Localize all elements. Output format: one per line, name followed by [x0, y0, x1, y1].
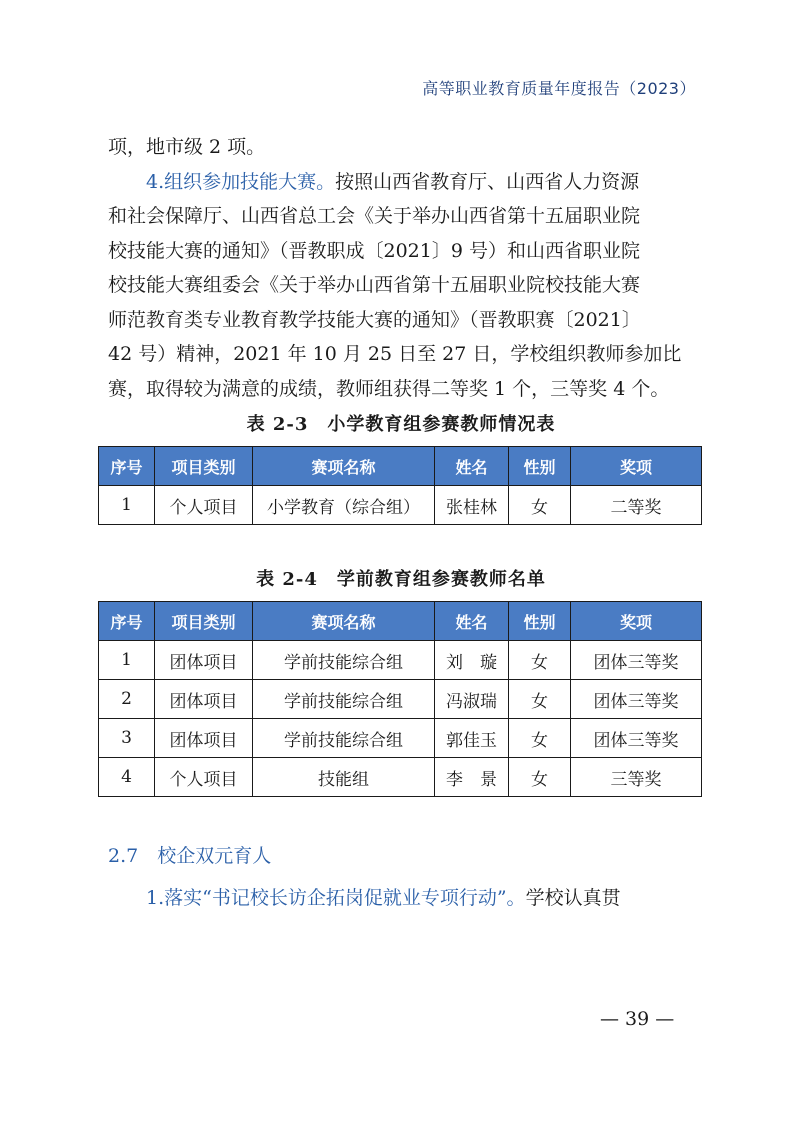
header-cell: 姓名 [435, 602, 509, 641]
table-row [99, 486, 702, 525]
header-cell: 序号 [99, 447, 155, 486]
cell: 团体三等奖 [571, 641, 702, 680]
header-cell: 项目类别 [155, 602, 253, 641]
paragraph-skills-line-6: 42 号）精神，2021 年 10 月 25 日至 27 日，学校组织教师参加比 [108, 343, 682, 365]
paragraph-skills-line-4: 校技能大赛组委会《关于举办山西省第十五届职业院校技能大赛 [108, 274, 641, 296]
cell: 女 [509, 758, 571, 797]
header-cell: 序号 [99, 602, 155, 641]
cell: 3 [99, 719, 155, 758]
cell: 团体项目 [155, 719, 253, 758]
table-primary-education [98, 446, 702, 525]
paragraph-school-enterprise: 1.落实“书记校长访企拓岗促就业专项行动”。学校认真贯 [146, 887, 621, 909]
section-title: 2.7 校企双元育人 [108, 845, 272, 867]
cell: 刘 璇 [435, 641, 509, 680]
cell: 团体项目 [155, 641, 253, 680]
cell: 技能组 [253, 758, 435, 797]
cell: 二等奖 [571, 486, 702, 525]
header-cell: 性别 [509, 447, 571, 486]
paragraph-skills-line-7: 赛，取得较为满意的成绩，教师组获得二等奖 1 个，三等奖 4 个。 [108, 377, 670, 400]
header-cell: 性别 [509, 602, 571, 641]
header-cell: 赛项名称 [253, 602, 435, 641]
paragraph-heading: 4.组织参加技能大赛。 [146, 170, 336, 193]
paragraph-heading: 1.落实“书记校长访企拓岗促就业专项行动”。 [146, 887, 526, 909]
cell: 李 景 [435, 758, 509, 797]
cell: 1 [99, 641, 155, 680]
table-row [99, 719, 702, 758]
cell: 郭佳玉 [435, 719, 509, 758]
paragraph-skills-line-5: 师范教育类专业教育教学技能大赛的通知》（晋教职赛〔2021〕 [108, 308, 641, 331]
cell: 冯淑瑞 [435, 680, 509, 719]
cell: 团体项目 [155, 680, 253, 719]
cell: 三等奖 [571, 758, 702, 797]
header-cell: 奖项 [571, 602, 702, 641]
table-row [99, 758, 702, 797]
cell: 团体三等奖 [571, 680, 702, 719]
cell: 个人项目 [155, 486, 253, 525]
table-header-row [99, 602, 702, 641]
paragraph-skills-line-2: 和社会保障厅、山西省总工会《关于举办山西省第十五届职业院 [108, 205, 641, 227]
cell: 学前技能综合组 [253, 680, 435, 719]
cell: 小学教育（综合组） [253, 486, 435, 525]
cell: 4 [99, 758, 155, 797]
page-header: 高等职业教育质量年度报告（2023） [422, 79, 696, 98]
cell: 女 [509, 641, 571, 680]
page-number: — 39 — [600, 1008, 675, 1030]
cell: 学前技能综合组 [253, 719, 435, 758]
table-caption: 表 2-4 学前教育组参赛教师名单 [256, 569, 546, 590]
table-row [99, 641, 702, 680]
cell: 女 [509, 486, 571, 525]
table-preschool-education [98, 601, 702, 797]
header-cell: 姓名 [435, 447, 509, 486]
cell: 团体三等奖 [571, 719, 702, 758]
cell: 女 [509, 680, 571, 719]
paragraph-continuation: 项，地市级 2 项。 [108, 136, 266, 158]
paragraph-skills-line-3: 校技能大赛的通知》（晋教职成〔2021〕9 号）和山西省职业院 [108, 239, 640, 262]
table-header-row [99, 447, 702, 486]
cell: 2 [99, 680, 155, 719]
header-cell: 项目类别 [155, 447, 253, 486]
paragraph-skills-line-1: 4.组织参加技能大赛。按照山西省教育厅、山西省人力资源 [146, 170, 640, 193]
header-cell: 赛项名称 [253, 447, 435, 486]
table-row [99, 680, 702, 719]
table-caption: 表 2-3 小学教育组参赛教师情况表 [246, 414, 556, 435]
cell: 个人项目 [155, 758, 253, 797]
cell: 女 [509, 719, 571, 758]
header-cell: 奖项 [571, 447, 702, 486]
page-content [108, 130, 694, 916]
cell: 张桂林 [435, 486, 509, 525]
cell: 学前技能综合组 [253, 641, 435, 680]
cell: 1 [99, 486, 155, 525]
